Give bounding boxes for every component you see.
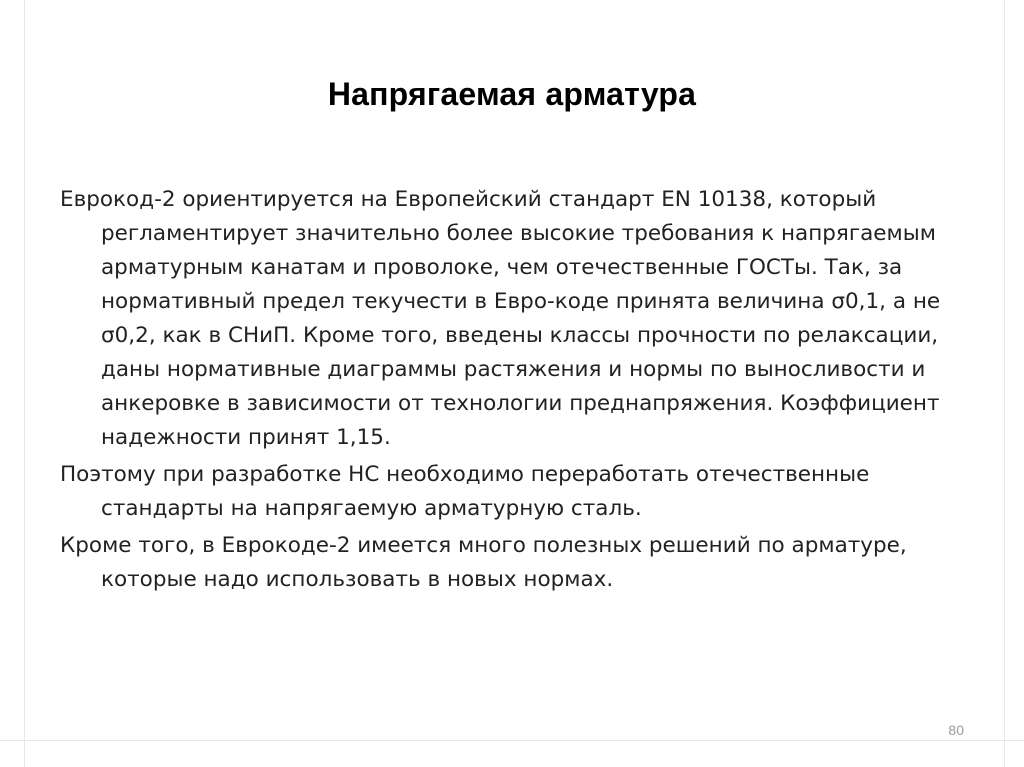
page-number: 80 bbox=[948, 722, 964, 738]
body-paragraph-standards: Поэтому при разработке НС необходимо переработать отечественные стандарты на напрягаемую арматурную сталь. bbox=[60, 462, 870, 521]
body-paragraph-solutions: Кроме того, в Еврокоде-2 имеется много полезных решений по арматуре, которые надо использовать в новых нормах. bbox=[60, 533, 907, 592]
slide-body bbox=[60, 183, 965, 600]
slide-frame-bottom-line bbox=[0, 740, 1024, 741]
slide-title: Напрягаемая арматура bbox=[327, 76, 697, 112]
body-paragraph-eurocode: Еврокод-2 ориентируется на Европейский стандарт EN 10138, который регламентирует значительно более высокие требования к напрягаемым арматурным канатам и проволоке, чем отечественные ГОСТы. Так, за нормативный предел текучести в Евро-коде принята величина σ0,1, а не σ0,2, как в СНиП. Кроме того, введены классы прочности по релаксации, даны нормативные диаграммы растяжения и нормы по выносливости и анкеровке в зависимости от технологии преднапряжения. Коэффициент надежности принят 1,15. bbox=[60, 187, 941, 450]
